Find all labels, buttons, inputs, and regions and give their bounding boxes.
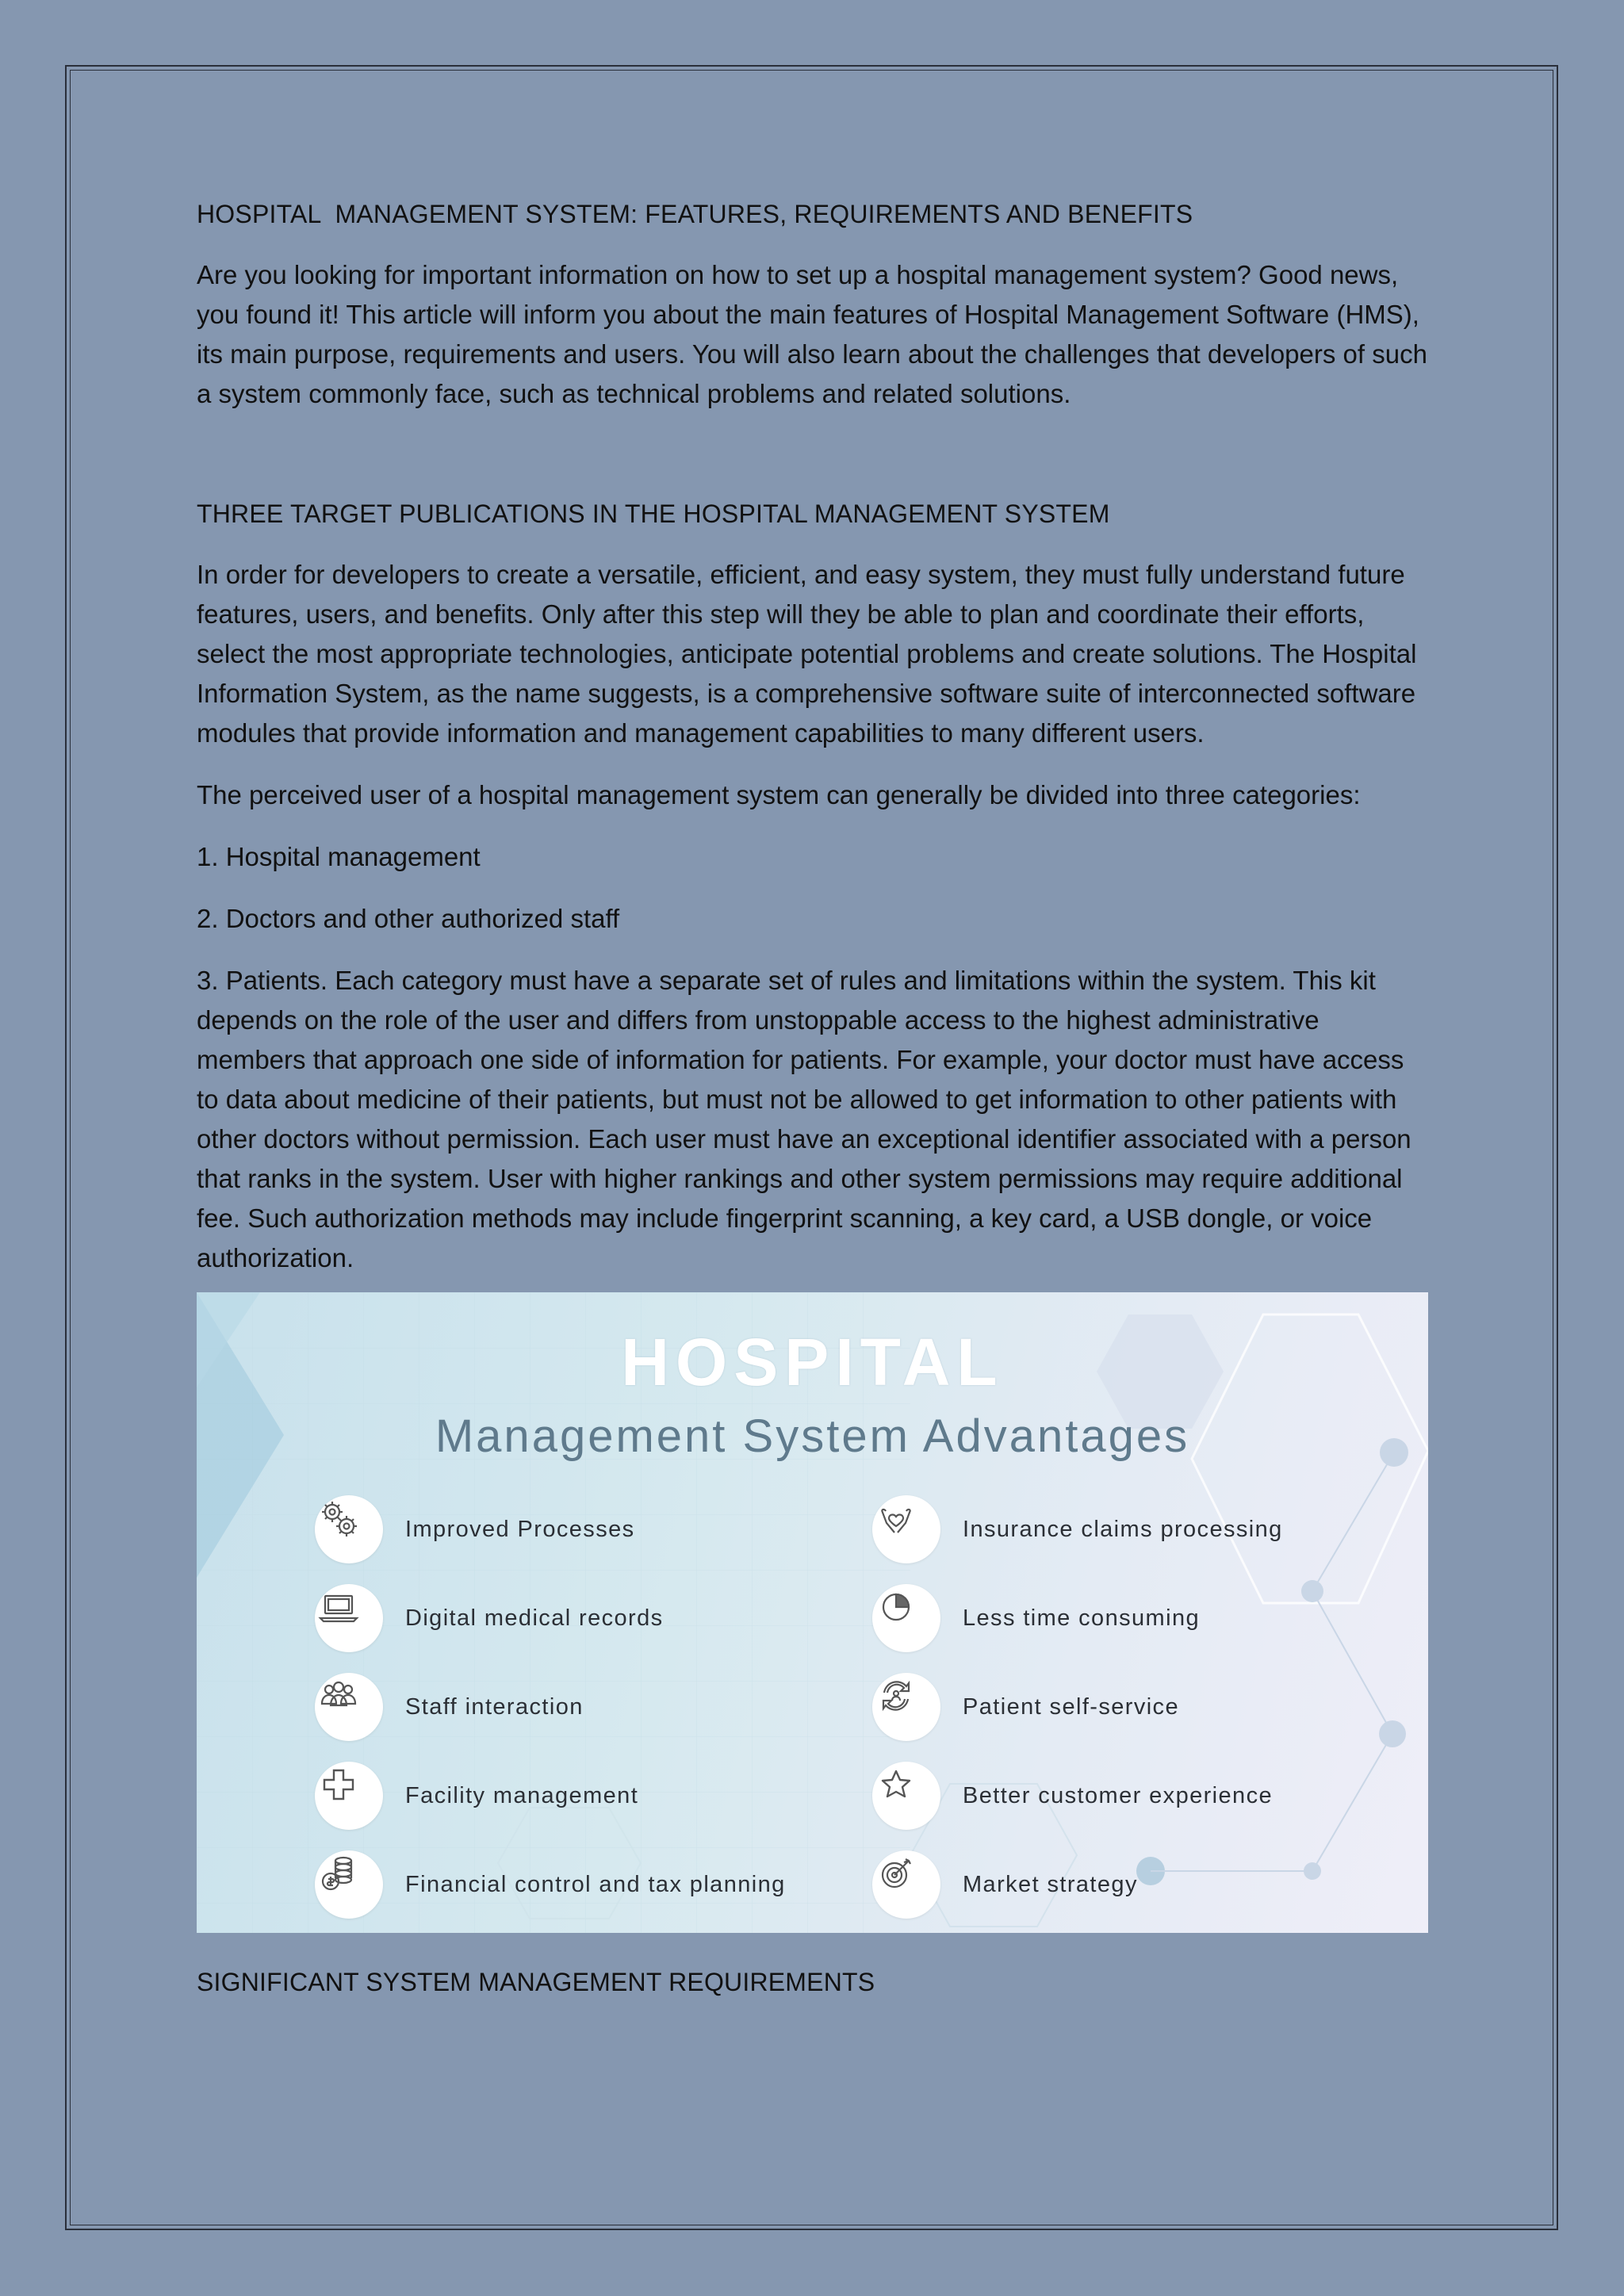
section-heading-requirements: SIGNIFICANT SYSTEM MANAGEMENT REQUIREMENTS [197, 1968, 875, 1996]
advantage-staff-interaction [315, 1672, 584, 1742]
advantage-facility-management [315, 1761, 638, 1831]
paragraph-user-categories: The perceived user of a hospital management system can generally be divided into three categories: [197, 780, 1361, 809]
people-icon [315, 1673, 383, 1741]
advantage-label: Staff interaction [405, 1693, 584, 1720]
document-body [197, 197, 1430, 2023]
advantage-digital-records [315, 1583, 664, 1653]
advantage-market-strategy [872, 1850, 1138, 1919]
paragraph-developers: In order for developers to create a versatile, efficient, and easy system, they must fully understand future features, users, and benefits. Only after this step will they be able to plan and coordinate their efforts, select the most appropriate technologies, anticipate potential problems and create solutions. The Hospital Information System, as the name suggests, is a comprehensive software suite of interconnected software modules that provide information and management capabilities to many different users. [197, 560, 1417, 748]
pie-clock-icon [872, 1584, 940, 1652]
advantage-label: Better customer experience [963, 1782, 1274, 1808]
advantages-banner [197, 1292, 1428, 1933]
advantage-label: Insurance claims processing [963, 1516, 1283, 1542]
advantage-label: Financial control and tax planning [405, 1871, 786, 1897]
coins-icon [315, 1850, 383, 1919]
laptop-icon [315, 1584, 383, 1652]
advantage-insurance-claims [872, 1494, 1283, 1564]
list-item-hospital-management: 1. Hospital management [197, 842, 481, 871]
banner-title: HOSPITAL [621, 1325, 1004, 1399]
advantage-label: Less time consuming [963, 1605, 1200, 1631]
advantage-improved-processes [315, 1494, 635, 1564]
advantage-less-time [872, 1583, 1200, 1653]
advantage-customer-experience [872, 1761, 1273, 1831]
section-heading-target-publications: THREE TARGET PUBLICATIONS IN THE HOSPITAL MANAGEMENT SYSTEM [197, 499, 1110, 528]
star-icon [872, 1762, 940, 1830]
advantage-label: Market strategy [963, 1871, 1138, 1897]
banner-subtitle: Management System Advantages [435, 1410, 1190, 1462]
advantage-label: Facility management [405, 1782, 639, 1808]
hands-heart-icon [872, 1495, 940, 1563]
advantage-financial-control [315, 1850, 786, 1919]
target-icon [872, 1850, 940, 1919]
list-item-doctors: 2. Doctors and other authorized staff [197, 904, 620, 933]
page-title: HOSPITAL MANAGEMENT SYSTEM: FEATURES, REQUIREMENTS AND BENEFITS [197, 200, 1193, 228]
intro-paragraph: Are you looking for important information on how to set up a hospital management system? Good news, you found it! This article will inform you about the main features of Hospital Management Software (HMS), its main purpose, requirements and users. You will also learn about the challenges that developers of such a system commonly face, such as technical problems and related solutions. [197, 260, 1427, 408]
advantage-patient-self-service [872, 1672, 1179, 1742]
refresh-person-icon [872, 1673, 940, 1741]
list-item-patients: 3. Patients. Each category must have a separate set of rules and limitations within the system. This kit depends on the role of the user and differs from unstoppable access to the highest administrative members that approach one side of information for patients. For example, your doctor must have access to data about medicine of their patients, but must not be allowed to get information to other patients with other doctors without permission. Each user must have an exceptional identifier associated with a person that ranks in the system. User with higher rankings and other system permissions may require additional fee. Such authorization methods may include fingerprint scanning, a key card, a USB dongle, or voice authorization. [197, 966, 1411, 1272]
gears-icon [315, 1495, 383, 1563]
advantage-label: Improved Processes [405, 1516, 635, 1542]
cross-icon [315, 1762, 383, 1830]
advantage-label: Patient self-service [963, 1693, 1179, 1720]
advantage-label: Digital medical records [405, 1605, 664, 1631]
